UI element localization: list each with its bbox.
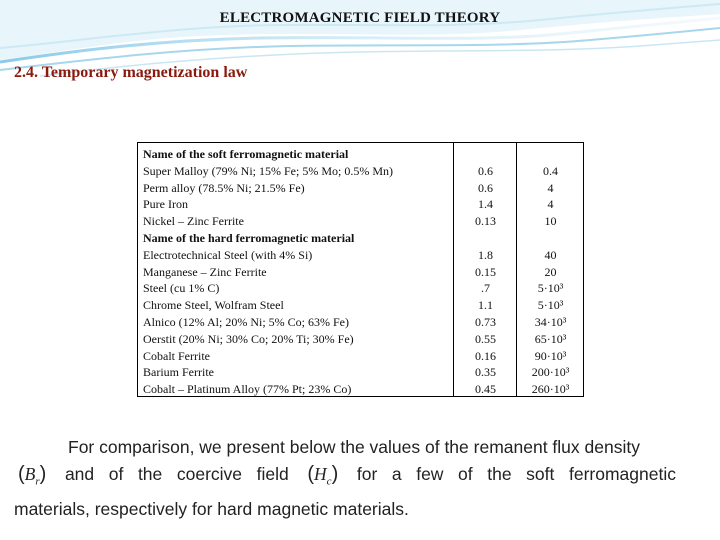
br-value: 0.73 <box>475 314 496 329</box>
material-name: Cobalt Ferrite <box>143 348 210 363</box>
coercive-field-column <box>517 146 584 398</box>
material-name: Steel (cu 1% C) <box>143 281 220 296</box>
hc-value: 34·10³ <box>534 314 567 329</box>
material-name-column <box>143 146 453 398</box>
note-line-2 <box>14 461 676 496</box>
hc-value: 40 <box>544 247 557 262</box>
br-value: 1.1 <box>478 298 493 313</box>
hc-value: 65·10³ <box>534 331 567 346</box>
material-name: Nickel – Zinc Ferrite <box>143 214 244 229</box>
hc-value: 4 <box>547 180 554 195</box>
br-value: 0.13 <box>475 214 496 229</box>
note-text-mid-1: and of the coercive field <box>64 464 289 484</box>
section-heading: 2.4. Temporary magnetization law <box>14 64 248 81</box>
material-name: Oerstit (20% Ni; 30% Co; 20% Ti; 30% Fe) <box>143 331 354 346</box>
br-symbol: $(B_r)$ <box>18 463 47 488</box>
material-name: Barium Ferrite <box>143 365 214 380</box>
soft-material-header: Name of the soft ferromagnetic material <box>143 147 349 161</box>
materials-table <box>137 142 584 397</box>
material-name: Manganese – Zinc Ferrite <box>143 264 267 279</box>
hc-value: 200·10³ <box>531 365 570 380</box>
br-value: 0.45 <box>475 382 496 397</box>
br-value: 0.6 <box>478 163 493 178</box>
hc-value: 20 <box>544 264 557 279</box>
comparison-note <box>14 434 676 523</box>
br-value: 0.35 <box>475 365 496 380</box>
hc-value: 260·10³ <box>531 382 570 397</box>
hc-value: 5·10³ <box>537 298 564 313</box>
br-value: 0.55 <box>475 331 496 346</box>
material-name: Pure Iron <box>143 197 188 212</box>
note-line-1: For comparison, we present below the values of the remanent flux density <box>68 437 640 457</box>
br-value: 1.4 <box>478 197 493 212</box>
material-name: Perm alloy (78.5% Ni; 21.5% Fe) <box>143 180 305 195</box>
material-name: Alnico (12% Al; 20% Ni; 5% Co; 63% Fe) <box>143 314 349 329</box>
note-line-3: materials, respectively for hard magnetic materials. <box>14 498 409 519</box>
material-name: Cobalt – Platinum Alloy (77% Pt; 23% Co) <box>143 382 352 397</box>
note-text-mid-2: for a few of the soft ferromagnetic <box>356 464 676 484</box>
slide-title: ELECTROMAGNETIC FIELD THEORY <box>219 10 501 26</box>
material-name: Electrotechnical Steel (with 4% Si) <box>143 247 313 262</box>
hc-value: 4 <box>547 197 554 212</box>
hc-value: 5·10³ <box>537 281 564 296</box>
hard-material-header: Name of the hard ferromagnetic material <box>143 230 355 245</box>
hc-symbol: $(H_c)$ <box>307 463 339 488</box>
br-value: 0.6 <box>478 180 493 195</box>
hc-value: 90·10³ <box>534 348 567 363</box>
material-name: Super Malloy (79% Ni; 15% Fe; 5% Mo; 0.5% Mn) <box>143 163 393 178</box>
br-value: .7 <box>481 281 490 296</box>
hc-value: 10 <box>544 214 557 229</box>
br-value: 1.8 <box>478 247 493 262</box>
hc-value: 0.4 <box>543 163 558 178</box>
br-value: 0.15 <box>475 264 496 279</box>
br-value: 0.16 <box>475 348 496 363</box>
material-name: Chrome Steel, Wolfram Steel <box>143 298 284 313</box>
remanent-flux-column <box>454 146 517 398</box>
